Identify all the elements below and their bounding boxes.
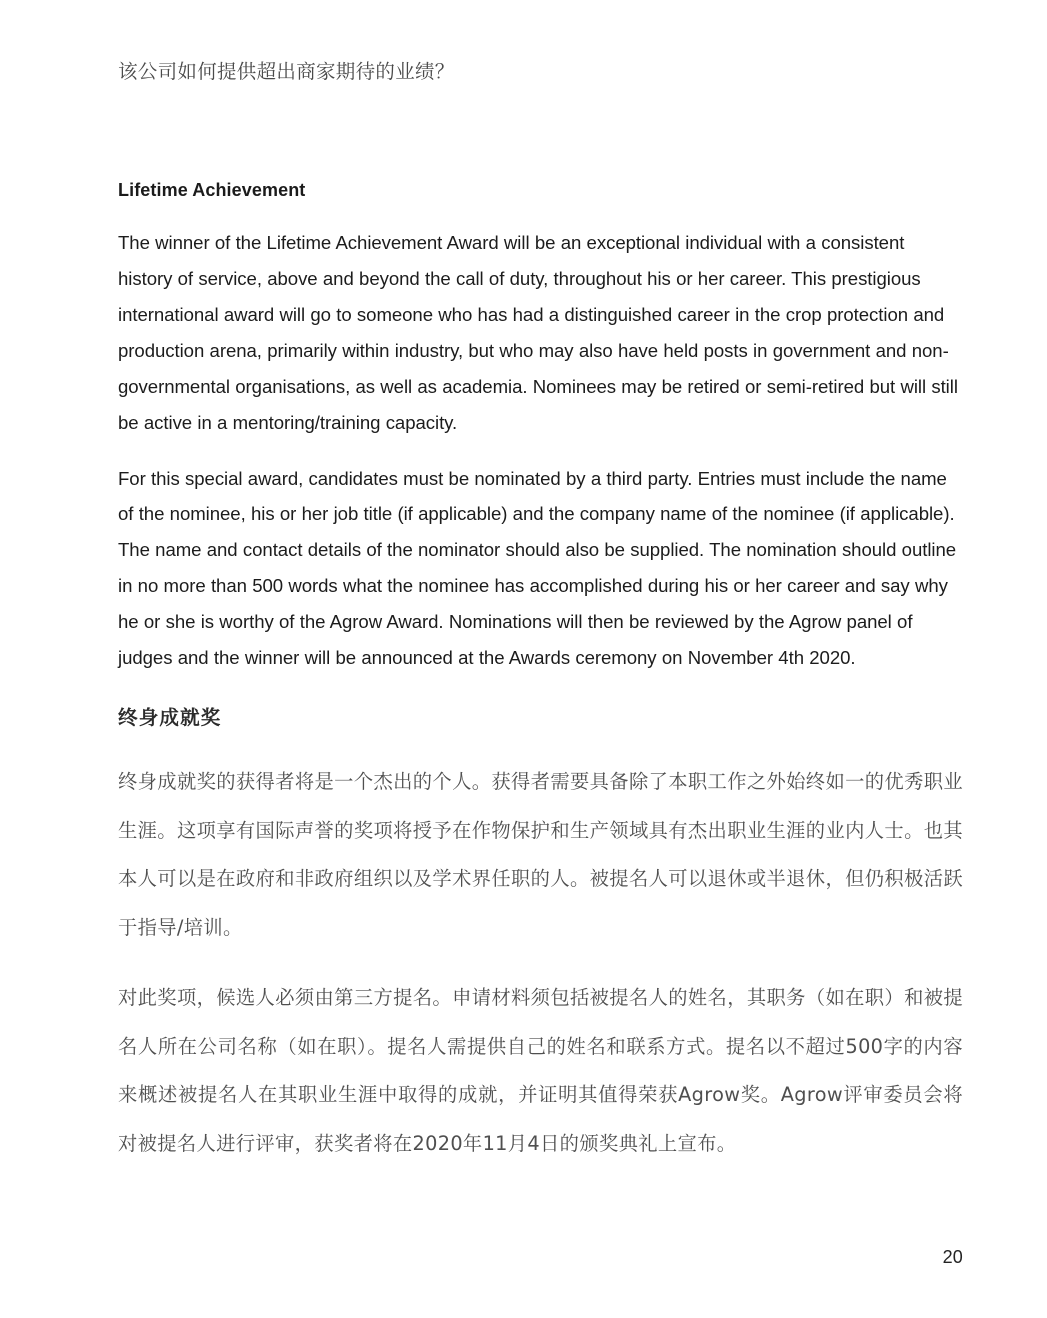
section-heading-chinese-lifetime-achievement: 终身成就奖 bbox=[118, 705, 222, 729]
english-paragraph-1: The winner of the Lifetime Achievement Award will be an exceptional individual with a consistent history of service, above and beyond the call of duty, throughout his or her career. This prestigious international award will go to someone who has had a distinguished career in the crop protection and production arena, primarily within industry, but who may also have held posts in government and non-governmental organisations, as well as academia. Nominees may be retired or semi-retired but will still be active in a mentoring/training capacity. bbox=[118, 232, 958, 433]
carryover-question-line: 该公司如何提供超出商家期待的业绩？ bbox=[118, 60, 455, 83]
section-heading-lifetime-achievement: Lifetime Achievement bbox=[118, 179, 306, 200]
chinese-paragraph-1: 终身成就奖的获得者将是一个杰出的个人。获得者需要具备除了本职工作之外始终如一的优秀职业生涯。这项享有国际声誉的奖项将授予在作物保护和生产领域具有杰出职业生涯的业内人士。也其本人可以是在政府和非政府组织以及学术界任职的人。被提名人可以退休或半退休，但仍积极活跃于指导/培训。 bbox=[118, 770, 963, 939]
page-number: 20 bbox=[942, 1247, 963, 1267]
english-paragraph-2: For this special award, candidates must be nominated by a third party. Entries must include the name of the nominee, his or her job title (if applicable) and the company name of the nominee (if applicable). The name and contact details of the nominator should also be supplied. The nomination should outline in no more than 500 words what the nominee has accomplished during his or her career and say why he or she is worthy of the Agrow Award. Nominations will then be reviewed by the Agrow panel of judges and the winner will be announced at the Awards ceremony on November 4th 2020. bbox=[118, 467, 957, 669]
chinese-paragraph-2: 对此奖项，候选人必须由第三方提名。申请材料须包括被提名人的姓名，其职务（如在职）和被提名人所在公司名称（如在职）。提名人需提供自己的姓名和联系方式。提名以不超过500字的内容来概述被提名人在其职业生涯中取得的成就，并证明其值得荣获Agrow奖。Agrow评审委员会将对被提名人进行评审，获奖者将在2020年11月4日的颁奖典礼上宣布。 bbox=[118, 986, 963, 1155]
page-content-column bbox=[118, 0, 963, 1168]
